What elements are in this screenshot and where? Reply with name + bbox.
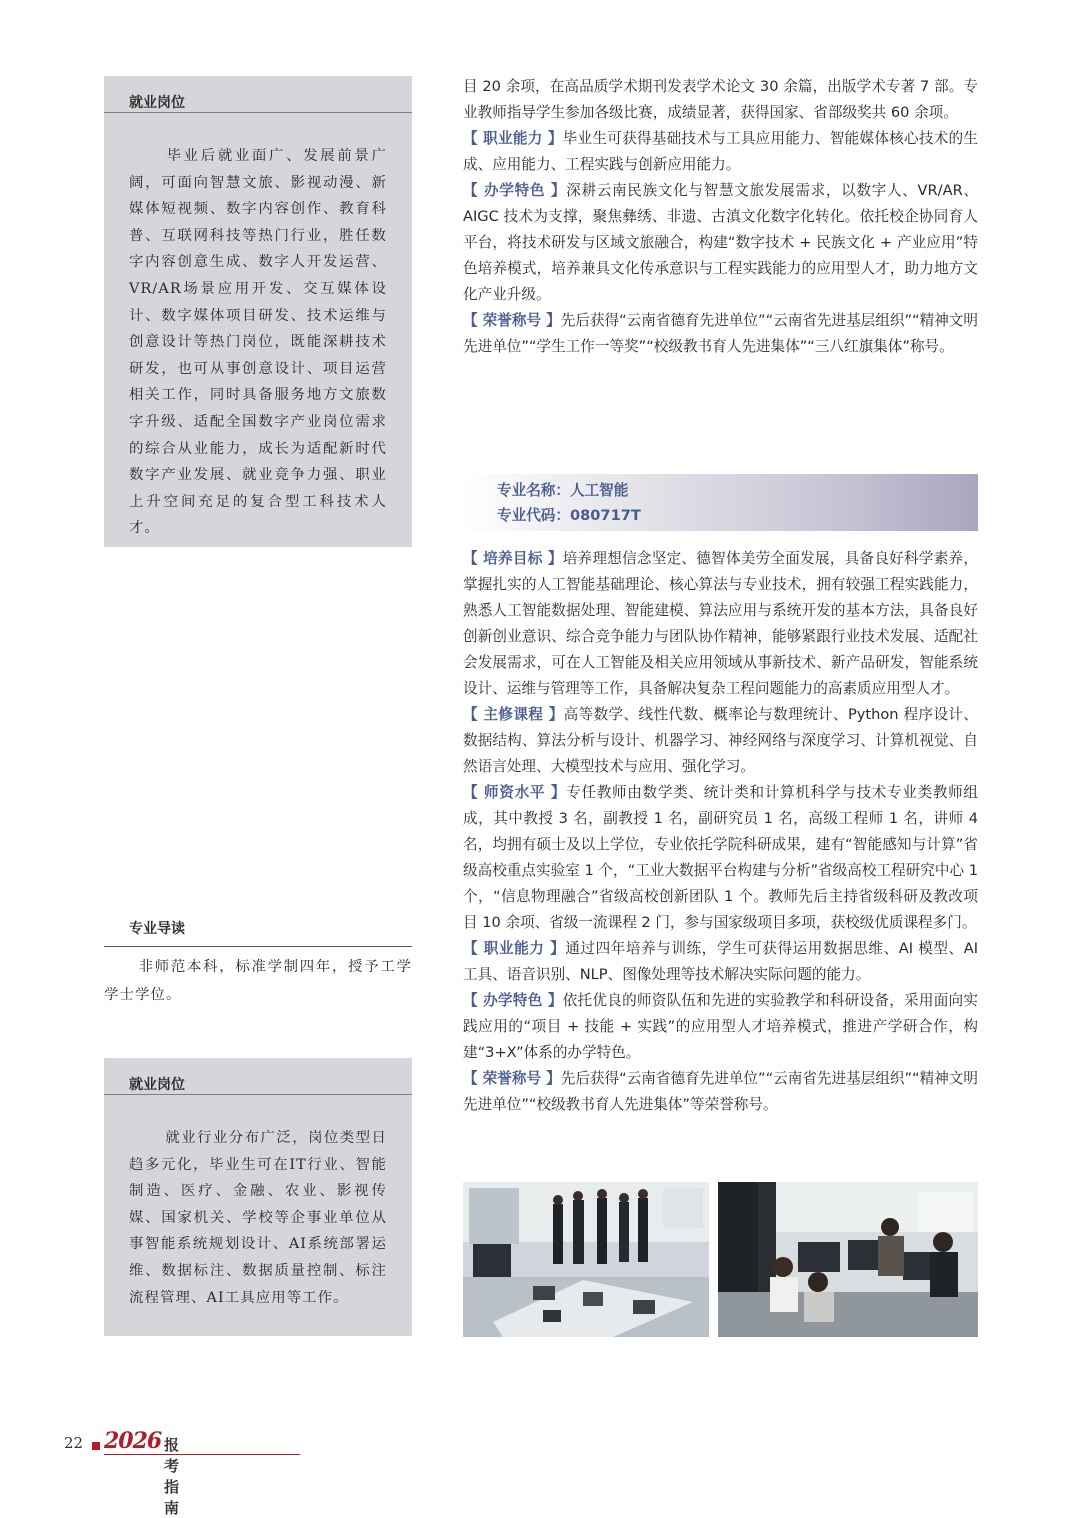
section-text: 先后获得“云南省德育先进单位”“云南省先进基层组织”“精神文明先进单位”“校级教书育人先进集体”等荣誉称号。 [463,1070,978,1113]
employment-box-1 [104,76,412,547]
footer-guide-name: 报考指南 [164,1436,181,1517]
section-label: 【 职业能力 】 [463,130,563,147]
previous-major-continuation [463,74,978,360]
employment-body-1: 毕业后就业面广、发展前景广阔，可面向智慧文旅、影视动漫、新媒体短视频、数字内容创作、教育科普、互联网科技等热门行业，胜任数字内容创意生成、数字人开发运营、VR/AR场景应用开发、交互媒体设计、数字媒体项目研发、技术运维与创意设计等热门岗位，既能深耕技术研发，也可从事创意设计、项目运营相关工作，同时具备服务地方文旅数字升级、适配全国数字产业岗位需求的综合从业能力，成长为适配新时代数字产业发展、就业竞争力强、职业上升空间充足的复合型工科技术人才。 [129,148,387,537]
section-label: 【 荣誉称号 】 [463,312,561,329]
major-guide [104,918,412,1009]
section-label: 【 荣誉称号 】 [463,1070,561,1087]
major-code: 专业代码：080717T [497,507,641,524]
computer-lab-photo [718,1182,978,1337]
section-career-ability-1 [463,126,978,178]
section-text: 通过四年培养与训练，学生可获得运用数据思维、AI 模型、AI 工具、语音识别、NLP、图像处理等技术解决实际问题的能力。 [463,940,978,983]
section-features-2 [463,988,978,1066]
section-text: 依托优良的师资队伍和先进的实验教学和科研设备，采用面向实践应用的“项目 + 技能 + 实践”的应用型人才培养模式，推进产学研合作，构建“3+X”体系的办学特色。 [463,992,978,1061]
section-text: 深耕云南民族文化与智慧文旅发展需求，以数字人、VR/AR、AIGC 技术为支撑，聚焦彝绣、非遗、古滇文化数字化转化。依托校企协同育人平台，将技术研发与区域文旅融合，构建“数字技术 + 民族文化 + 产业应用”特色培养模式，培养兼具文化传承意识与工程实践能力的应用型人才，助力地方文化产业升级。 [463,182,978,303]
section-label: 【 办学特色 】 [463,182,567,199]
ai-major-description [463,546,978,1118]
robot-lab-photo [463,1182,709,1337]
major-header-banner [463,474,978,531]
employment-text-1 [104,113,412,542]
section-honors-2 [463,1066,978,1118]
page-number: 22 [64,1434,84,1452]
continuation-paragraph: 目 20 余项，在高品质学术期刊发表学术论文 30 余篇，出版学术专著 7 部。专业教师指导学生参加各级比赛，成绩显著，获得国家、省部级奖共 60 余项。 [463,78,978,121]
employment-text-2 [104,1095,412,1311]
section-label: 【 培养目标 】 [463,550,563,567]
employment-title-2: 就业岗位 [129,1077,185,1093]
footer-year: 2026 [104,1428,162,1454]
section-text: 先后获得“云南省德育先进单位”“云南省先进基层组织”“精神文明先进单位”“学生工作一等奖”“校级教书育人先进集体”“三八红旗集体”称号。 [463,312,978,355]
major-guide-title: 专业导读 [129,921,185,937]
section-text: 专任教师由数学类、统计类和计算机科学与技术专业类教师组成，其中教授 3 名，副教授 1 名，副研究员 1 名，高级工程师 1 名，讲师 4 名，均拥有硕士及以上学位，专业依托学院科研成果，建有“智能感知与计算”省级高校重点实验室 1 个，“工业大数据平台构建与分析”省级高校工程研究中心 1 个，“信息物理融合”省级高校创新团队 1 个。教师先后主持省级科研及教改项目 10 余项、省级一流课程 2 门，参与国家级项目多项，获校级优质课程多门。 [463,784,978,931]
section-label: 【 办学特色 】 [463,992,563,1009]
section-text: 毕业生可获得基础技术与工具应用能力、智能媒体核心技术的生成、应用能力、工程实践与创新应用能力。 [463,130,978,173]
section-text: 培养理想信念坚定、德智体美劳全面发展，具备良好科学素养，掌握扎实的人工智能基础理论、核心算法与专业技术，拥有较强工程实践能力，熟悉人工智能数据处理、智能建模、算法应用与系统开发的基本方法，具备良好创新创业意识、综合竞争能力与团队协作精神，能够紧跟行业技术发展、适配社会发展需求，可在人工智能及相关应用领域从事新技术、新产品研发，智能系统设计、运维与管理等工作，具备解决复杂工程问题能力的高素质应用型人才。 [463,550,978,697]
section-faculty [463,780,978,936]
section-career-ability-2 [463,936,978,988]
major-name: 专业名称：人工智能 [497,482,629,499]
section-label: 【 职业能力 】 [463,940,566,957]
section-core-courses [463,702,978,780]
employment-title-1: 就业岗位 [129,95,185,111]
major-guide-text [104,947,412,1009]
section-features-1 [463,178,978,308]
employment-body-2: 就业行业分布广泛，岗位类型日趋多元化，毕业生可在IT行业、智能制造、医疗、金融、农业、影视传媒、国家机关、学校等企事业单位从事智能系统规划设计、AI系统部署运维、数据标注、数据质量控制、标注流程管理、AI工具应用等工作。 [129,1130,387,1306]
footer-underline [104,1454,300,1455]
red-square-mark [92,1442,100,1450]
section-label: 【 主修课程 】 [463,706,564,723]
section-honors-1 [463,308,978,360]
section-text: 高等数学、线性代数、概率论与数理统计、Python 程序设计、数据结构、算法分析与设计、机器学习、神经网络与深度学习、计算机视觉、自然语言处理、大模型技术与应用、强化学习。 [463,706,978,775]
employment-box-2 [104,1058,412,1336]
major-guide-body: 非师范本科，标准学制四年，授予工学学士学位。 [104,959,412,1003]
section-label: 【 师资水平 】 [463,784,567,801]
section-training-goal [463,546,978,702]
